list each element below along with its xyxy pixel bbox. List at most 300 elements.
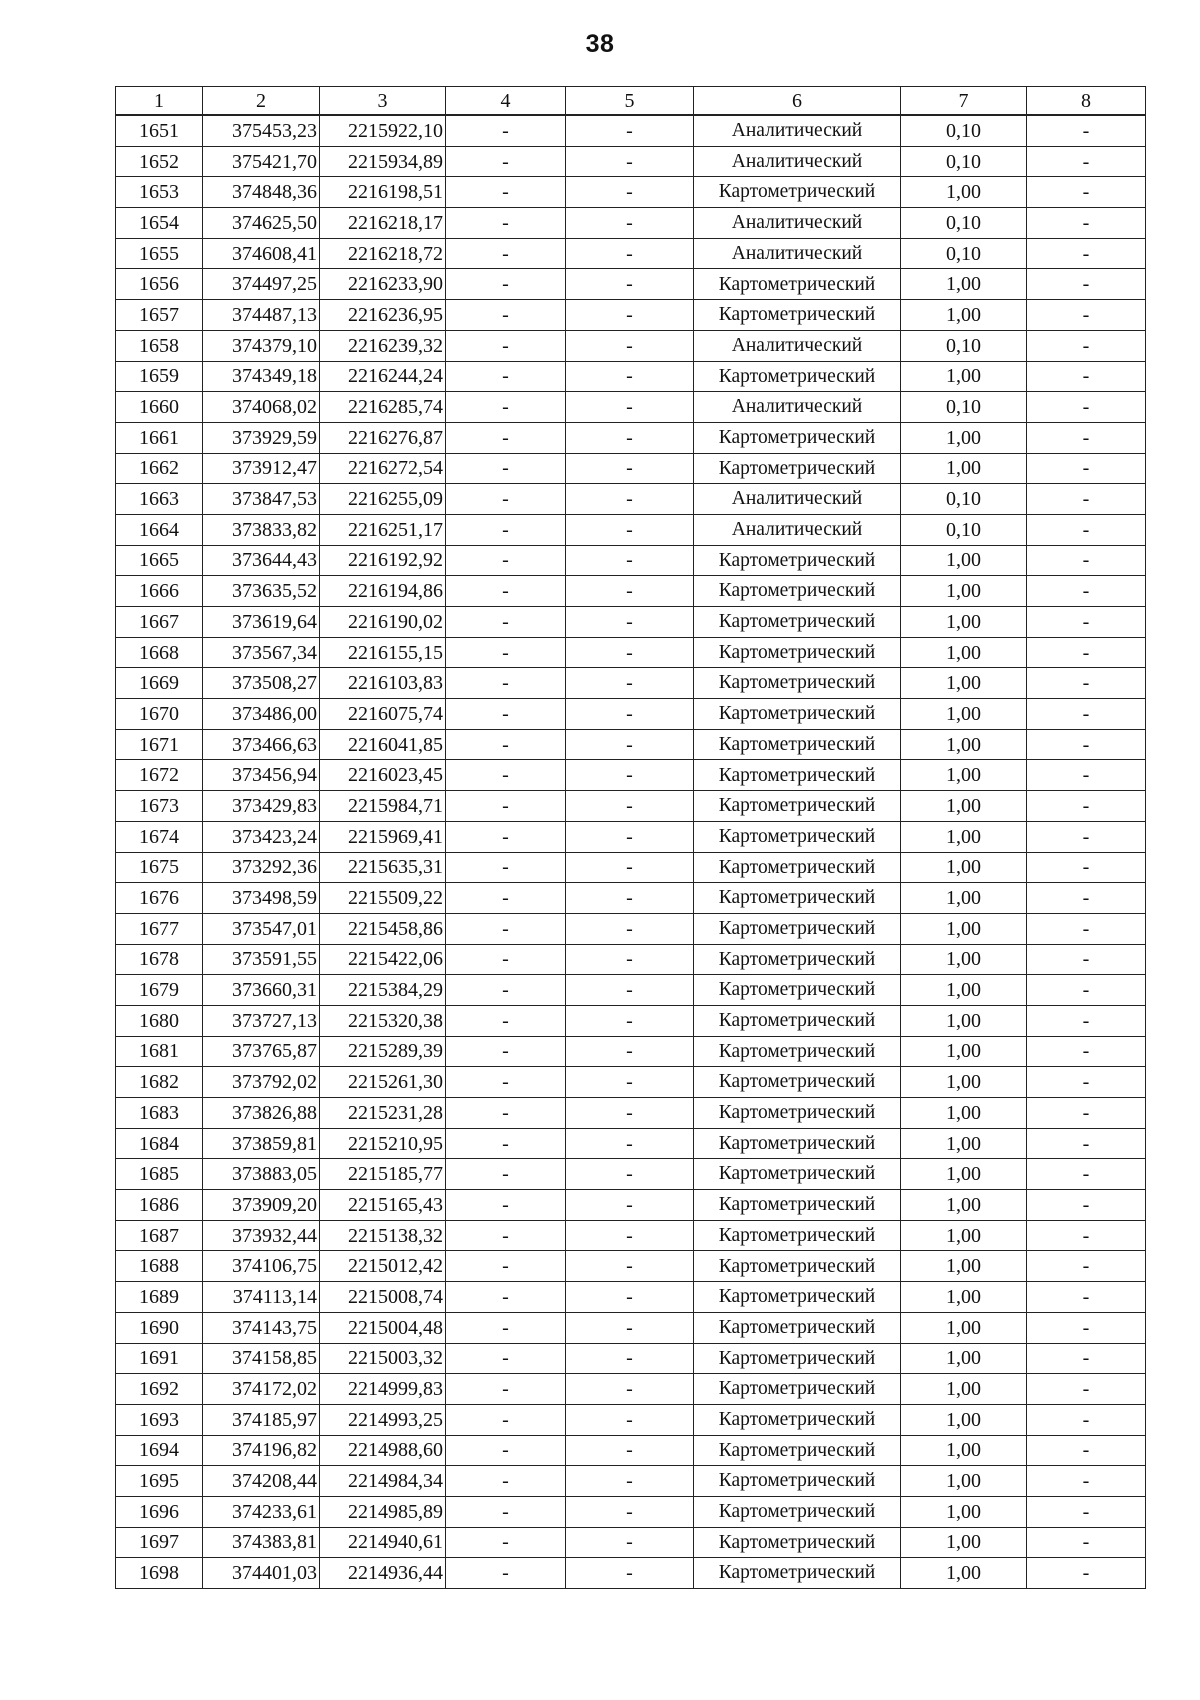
column-4-cell: -: [446, 238, 566, 269]
y-coordinate-cell: 2215984,71: [320, 791, 446, 822]
column-5-cell: -: [566, 146, 694, 177]
column-5-cell: -: [566, 269, 694, 300]
accuracy-cell: 1,00: [901, 729, 1027, 760]
method-cell: Картометрический: [694, 821, 901, 852]
accuracy-cell: 1,00: [901, 1067, 1027, 1098]
table-row: [116, 1282, 1146, 1313]
y-coordinate-cell: 2216155,15: [320, 637, 446, 668]
x-coordinate-cell: 374185,97: [203, 1404, 320, 1435]
table-row: [116, 330, 1146, 361]
table-row: [116, 422, 1146, 453]
method-cell: Картометрический: [694, 1036, 901, 1067]
column-5-cell: -: [566, 668, 694, 699]
point-number-cell: 1687: [116, 1220, 203, 1251]
y-coordinate-cell: 2215165,43: [320, 1190, 446, 1221]
point-number-cell: 1688: [116, 1251, 203, 1282]
column-header-8: 8: [1027, 87, 1146, 116]
table-row: [116, 1159, 1146, 1190]
column-4-cell: -: [446, 1527, 566, 1558]
method-cell: Картометрический: [694, 1128, 901, 1159]
column-4-cell: -: [446, 1067, 566, 1098]
column-8-cell: -: [1027, 913, 1146, 944]
x-coordinate-cell: 373644,43: [203, 545, 320, 576]
column-8-cell: -: [1027, 1558, 1146, 1589]
y-coordinate-cell: 2214936,44: [320, 1558, 446, 1589]
table-row: [116, 1404, 1146, 1435]
point-number-cell: 1663: [116, 484, 203, 515]
column-4-cell: -: [446, 1558, 566, 1589]
point-number-cell: 1651: [116, 115, 203, 146]
x-coordinate-cell: 373859,81: [203, 1128, 320, 1159]
column-5-cell: -: [566, 1558, 694, 1589]
column-5-cell: -: [566, 484, 694, 515]
table-row: [116, 392, 1146, 423]
table-row: [116, 1036, 1146, 1067]
column-4-cell: -: [446, 699, 566, 730]
column-5-cell: -: [566, 913, 694, 944]
y-coordinate-cell: 2214940,61: [320, 1527, 446, 1558]
method-cell: Картометрический: [694, 1220, 901, 1251]
y-coordinate-cell: 2214993,25: [320, 1404, 446, 1435]
accuracy-cell: 1,00: [901, 821, 1027, 852]
table-row: [116, 1190, 1146, 1221]
column-5-cell: -: [566, 208, 694, 239]
column-4-cell: -: [446, 883, 566, 914]
table-row: [116, 1128, 1146, 1159]
accuracy-cell: 1,00: [901, 760, 1027, 791]
y-coordinate-cell: 2216255,09: [320, 484, 446, 515]
x-coordinate-cell: 373792,02: [203, 1067, 320, 1098]
table-row: [116, 729, 1146, 760]
method-cell: Картометрический: [694, 1343, 901, 1374]
point-number-cell: 1673: [116, 791, 203, 822]
column-4-cell: -: [446, 422, 566, 453]
point-number-cell: 1665: [116, 545, 203, 576]
column-8-cell: -: [1027, 760, 1146, 791]
column-8-cell: -: [1027, 1036, 1146, 1067]
point-number-cell: 1653: [116, 177, 203, 208]
x-coordinate-cell: 374113,14: [203, 1282, 320, 1313]
x-coordinate-cell: 373635,52: [203, 576, 320, 607]
column-8-cell: -: [1027, 361, 1146, 392]
column-5-cell: -: [566, 1404, 694, 1435]
accuracy-cell: 1,00: [901, 913, 1027, 944]
accuracy-cell: 1,00: [901, 1220, 1027, 1251]
point-number-cell: 1696: [116, 1496, 203, 1527]
method-cell: Картометрический: [694, 1005, 901, 1036]
accuracy-cell: 1,00: [901, 975, 1027, 1006]
method-cell: Картометрический: [694, 1190, 901, 1221]
x-coordinate-cell: 373660,31: [203, 975, 320, 1006]
column-5-cell: -: [566, 514, 694, 545]
column-8-cell: -: [1027, 238, 1146, 269]
point-number-cell: 1655: [116, 238, 203, 269]
x-coordinate-cell: 373292,36: [203, 852, 320, 883]
column-8-cell: -: [1027, 115, 1146, 146]
table-row: [116, 668, 1146, 699]
method-cell: Картометрический: [694, 1435, 901, 1466]
column-header-7: 7: [901, 87, 1027, 116]
method-cell: Аналитический: [694, 115, 901, 146]
x-coordinate-cell: 374196,82: [203, 1435, 320, 1466]
column-header-3: 3: [320, 87, 446, 116]
column-5-cell: -: [566, 607, 694, 638]
column-4-cell: -: [446, 1128, 566, 1159]
column-8-cell: -: [1027, 821, 1146, 852]
method-cell: Картометрический: [694, 1282, 901, 1313]
accuracy-cell: 1,00: [901, 1005, 1027, 1036]
column-5-cell: -: [566, 852, 694, 883]
y-coordinate-cell: 2215003,32: [320, 1343, 446, 1374]
accuracy-cell: 1,00: [901, 177, 1027, 208]
column-5-cell: -: [566, 1435, 694, 1466]
column-5-cell: -: [566, 576, 694, 607]
method-cell: Картометрический: [694, 453, 901, 484]
column-8-cell: -: [1027, 1282, 1146, 1313]
method-cell: Картометрический: [694, 361, 901, 392]
x-coordinate-cell: 373847,53: [203, 484, 320, 515]
table-row: [116, 361, 1146, 392]
point-number-cell: 1682: [116, 1067, 203, 1098]
accuracy-cell: 1,00: [901, 1251, 1027, 1282]
y-coordinate-cell: 2214985,89: [320, 1496, 446, 1527]
y-coordinate-cell: 2216276,87: [320, 422, 446, 453]
method-cell: Картометрический: [694, 300, 901, 331]
column-8-cell: -: [1027, 453, 1146, 484]
y-coordinate-cell: 2215384,29: [320, 975, 446, 1006]
column-4-cell: -: [446, 514, 566, 545]
column-5-cell: -: [566, 392, 694, 423]
column-5-cell: -: [566, 791, 694, 822]
column-8-cell: -: [1027, 392, 1146, 423]
point-number-cell: 1674: [116, 821, 203, 852]
accuracy-cell: 1,00: [901, 576, 1027, 607]
method-cell: Картометрический: [694, 1374, 901, 1405]
column-5-cell: -: [566, 699, 694, 730]
column-8-cell: -: [1027, 1067, 1146, 1098]
y-coordinate-cell: 2216218,72: [320, 238, 446, 269]
method-cell: Аналитический: [694, 514, 901, 545]
point-number-cell: 1698: [116, 1558, 203, 1589]
accuracy-cell: 0,10: [901, 115, 1027, 146]
column-5-cell: -: [566, 1527, 694, 1558]
column-4-cell: -: [446, 269, 566, 300]
column-4-cell: -: [446, 1343, 566, 1374]
x-coordinate-cell: 374848,36: [203, 177, 320, 208]
method-cell: Картометрический: [694, 1466, 901, 1497]
table-row: [116, 208, 1146, 239]
column-4-cell: -: [446, 913, 566, 944]
y-coordinate-cell: 2215422,06: [320, 944, 446, 975]
method-cell: Картометрический: [694, 1404, 901, 1435]
column-4-cell: -: [446, 760, 566, 791]
table-row: [116, 883, 1146, 914]
column-4-cell: -: [446, 1496, 566, 1527]
column-8-cell: -: [1027, 484, 1146, 515]
accuracy-cell: 0,10: [901, 238, 1027, 269]
column-header-1: 1: [116, 87, 203, 116]
x-coordinate-cell: 375421,70: [203, 146, 320, 177]
column-5-cell: -: [566, 1159, 694, 1190]
point-number-cell: 1671: [116, 729, 203, 760]
table-row: [116, 269, 1146, 300]
column-8-cell: -: [1027, 1005, 1146, 1036]
column-5-cell: -: [566, 300, 694, 331]
header-row: [116, 87, 1146, 116]
x-coordinate-cell: 373833,82: [203, 514, 320, 545]
column-4-cell: -: [446, 1282, 566, 1313]
y-coordinate-cell: 2215185,77: [320, 1159, 446, 1190]
point-number-cell: 1677: [116, 913, 203, 944]
accuracy-cell: 1,00: [901, 1466, 1027, 1497]
column-4-cell: -: [446, 637, 566, 668]
accuracy-cell: 1,00: [901, 607, 1027, 638]
point-number-cell: 1675: [116, 852, 203, 883]
table-row: [116, 146, 1146, 177]
accuracy-cell: 1,00: [901, 545, 1027, 576]
table-row: [116, 1558, 1146, 1589]
y-coordinate-cell: 2216041,85: [320, 729, 446, 760]
method-cell: Картометрический: [694, 913, 901, 944]
column-4-cell: -: [446, 1036, 566, 1067]
x-coordinate-cell: 375453,23: [203, 115, 320, 146]
table-row: [116, 1005, 1146, 1036]
column-8-cell: -: [1027, 975, 1146, 1006]
accuracy-cell: 0,10: [901, 514, 1027, 545]
method-cell: Картометрический: [694, 668, 901, 699]
table-row: [116, 1496, 1146, 1527]
accuracy-cell: 1,00: [901, 422, 1027, 453]
y-coordinate-cell: 2216236,95: [320, 300, 446, 331]
column-5-cell: -: [566, 1312, 694, 1343]
point-number-cell: 1660: [116, 392, 203, 423]
column-4-cell: -: [446, 300, 566, 331]
column-5-cell: -: [566, 1190, 694, 1221]
x-coordinate-cell: 373883,05: [203, 1159, 320, 1190]
table-row: [116, 821, 1146, 852]
y-coordinate-cell: 2215969,41: [320, 821, 446, 852]
column-header-6: 6: [694, 87, 901, 116]
point-number-cell: 1689: [116, 1282, 203, 1313]
method-cell: Картометрический: [694, 607, 901, 638]
x-coordinate-cell: 373619,64: [203, 607, 320, 638]
method-cell: Картометрический: [694, 1098, 901, 1129]
column-5-cell: -: [566, 729, 694, 760]
y-coordinate-cell: 2214988,60: [320, 1435, 446, 1466]
column-header-4: 4: [446, 87, 566, 116]
point-number-cell: 1697: [116, 1527, 203, 1558]
x-coordinate-cell: 373547,01: [203, 913, 320, 944]
column-5-cell: -: [566, 1098, 694, 1129]
method-cell: Картометрический: [694, 852, 901, 883]
column-4-cell: -: [446, 146, 566, 177]
column-4-cell: -: [446, 115, 566, 146]
x-coordinate-cell: 374172,02: [203, 1374, 320, 1405]
column-5-cell: -: [566, 1128, 694, 1159]
column-8-cell: -: [1027, 177, 1146, 208]
column-8-cell: -: [1027, 699, 1146, 730]
y-coordinate-cell: 2216244,24: [320, 361, 446, 392]
column-8-cell: -: [1027, 1343, 1146, 1374]
column-4-cell: -: [446, 975, 566, 1006]
method-cell: Картометрический: [694, 1067, 901, 1098]
y-coordinate-cell: 2216198,51: [320, 177, 446, 208]
y-coordinate-cell: 2215008,74: [320, 1282, 446, 1313]
point-number-cell: 1680: [116, 1005, 203, 1036]
accuracy-cell: 1,00: [901, 883, 1027, 914]
point-number-cell: 1652: [116, 146, 203, 177]
table-row: [116, 975, 1146, 1006]
accuracy-cell: 1,00: [901, 668, 1027, 699]
accuracy-cell: 0,10: [901, 208, 1027, 239]
x-coordinate-cell: 374497,25: [203, 269, 320, 300]
accuracy-cell: 1,00: [901, 1496, 1027, 1527]
x-coordinate-cell: 373567,34: [203, 637, 320, 668]
x-coordinate-cell: 373909,20: [203, 1190, 320, 1221]
y-coordinate-cell: 2215138,32: [320, 1220, 446, 1251]
x-coordinate-cell: 373929,59: [203, 422, 320, 453]
column-8-cell: -: [1027, 1496, 1146, 1527]
coordinates-table: [115, 86, 1146, 1589]
y-coordinate-cell: 2215635,31: [320, 852, 446, 883]
table-row: [116, 760, 1146, 791]
point-number-cell: 1661: [116, 422, 203, 453]
x-coordinate-cell: 374625,50: [203, 208, 320, 239]
y-coordinate-cell: 2216285,74: [320, 392, 446, 423]
point-number-cell: 1684: [116, 1128, 203, 1159]
column-4-cell: -: [446, 791, 566, 822]
x-coordinate-cell: 374106,75: [203, 1251, 320, 1282]
y-coordinate-cell: 2216103,83: [320, 668, 446, 699]
point-number-cell: 1686: [116, 1190, 203, 1221]
point-number-cell: 1691: [116, 1343, 203, 1374]
method-cell: Аналитический: [694, 330, 901, 361]
table-row: [116, 699, 1146, 730]
y-coordinate-cell: 2214984,34: [320, 1466, 446, 1497]
column-4-cell: -: [446, 1374, 566, 1405]
accuracy-cell: 1,00: [901, 1282, 1027, 1313]
y-coordinate-cell: 2216251,17: [320, 514, 446, 545]
method-cell: Картометрический: [694, 760, 901, 791]
column-8-cell: -: [1027, 146, 1146, 177]
column-4-cell: -: [446, 821, 566, 852]
column-8-cell: -: [1027, 637, 1146, 668]
column-8-cell: -: [1027, 269, 1146, 300]
column-5-cell: -: [566, 545, 694, 576]
table-row: [116, 1220, 1146, 1251]
method-cell: Картометрический: [694, 422, 901, 453]
y-coordinate-cell: 2215509,22: [320, 883, 446, 914]
column-5-cell: -: [566, 115, 694, 146]
accuracy-cell: 1,00: [901, 944, 1027, 975]
x-coordinate-cell: 374349,18: [203, 361, 320, 392]
method-cell: Картометрический: [694, 637, 901, 668]
column-8-cell: -: [1027, 1220, 1146, 1251]
column-8-cell: -: [1027, 300, 1146, 331]
point-number-cell: 1658: [116, 330, 203, 361]
column-4-cell: -: [446, 177, 566, 208]
column-8-cell: -: [1027, 852, 1146, 883]
x-coordinate-cell: 373912,47: [203, 453, 320, 484]
point-number-cell: 1668: [116, 637, 203, 668]
column-8-cell: -: [1027, 1527, 1146, 1558]
accuracy-cell: 1,00: [901, 1404, 1027, 1435]
method-cell: Аналитический: [694, 146, 901, 177]
point-number-cell: 1666: [116, 576, 203, 607]
table-row: [116, 1343, 1146, 1374]
y-coordinate-cell: 2215922,10: [320, 115, 446, 146]
x-coordinate-cell: 374401,03: [203, 1558, 320, 1589]
column-4-cell: -: [446, 453, 566, 484]
method-cell: Картометрический: [694, 1159, 901, 1190]
column-4-cell: -: [446, 545, 566, 576]
column-5-cell: -: [566, 361, 694, 392]
column-4-cell: -: [446, 852, 566, 883]
column-5-cell: -: [566, 1220, 694, 1251]
column-4-cell: -: [446, 1190, 566, 1221]
column-8-cell: -: [1027, 1190, 1146, 1221]
column-5-cell: -: [566, 1343, 694, 1374]
accuracy-cell: 1,00: [901, 1036, 1027, 1067]
x-coordinate-cell: 373498,59: [203, 883, 320, 914]
method-cell: Аналитический: [694, 208, 901, 239]
y-coordinate-cell: 2216239,32: [320, 330, 446, 361]
table-row: [116, 514, 1146, 545]
x-coordinate-cell: 374158,85: [203, 1343, 320, 1374]
column-4-cell: -: [446, 729, 566, 760]
table-row: [116, 484, 1146, 515]
column-8-cell: -: [1027, 1404, 1146, 1435]
y-coordinate-cell: 2215458,86: [320, 913, 446, 944]
method-cell: Картометрический: [694, 791, 901, 822]
x-coordinate-cell: 373456,94: [203, 760, 320, 791]
x-coordinate-cell: 374383,81: [203, 1527, 320, 1558]
accuracy-cell: 1,00: [901, 1312, 1027, 1343]
column-4-cell: -: [446, 1220, 566, 1251]
accuracy-cell: 1,00: [901, 361, 1027, 392]
accuracy-cell: 1,00: [901, 300, 1027, 331]
column-5-cell: -: [566, 1036, 694, 1067]
accuracy-cell: 1,00: [901, 1343, 1027, 1374]
column-5-cell: -: [566, 1005, 694, 1036]
table-row: [116, 238, 1146, 269]
column-5-cell: -: [566, 883, 694, 914]
point-number-cell: 1676: [116, 883, 203, 914]
method-cell: Картометрический: [694, 1527, 901, 1558]
point-number-cell: 1672: [116, 760, 203, 791]
y-coordinate-cell: 2216194,86: [320, 576, 446, 607]
y-coordinate-cell: 2215261,30: [320, 1067, 446, 1098]
table-row: [116, 852, 1146, 883]
column-5-cell: -: [566, 422, 694, 453]
table-row: [116, 576, 1146, 607]
column-8-cell: -: [1027, 883, 1146, 914]
x-coordinate-cell: 373932,44: [203, 1220, 320, 1251]
table-row: [116, 1527, 1146, 1558]
x-coordinate-cell: 374233,61: [203, 1496, 320, 1527]
table-header: [116, 87, 1146, 116]
x-coordinate-cell: 374143,75: [203, 1312, 320, 1343]
column-4-cell: -: [446, 1005, 566, 1036]
column-5-cell: -: [566, 453, 694, 484]
column-8-cell: -: [1027, 944, 1146, 975]
method-cell: Аналитический: [694, 238, 901, 269]
column-5-cell: -: [566, 975, 694, 1006]
column-5-cell: -: [566, 821, 694, 852]
point-number-cell: 1667: [116, 607, 203, 638]
table-row: [116, 115, 1146, 146]
point-number-cell: 1694: [116, 1435, 203, 1466]
